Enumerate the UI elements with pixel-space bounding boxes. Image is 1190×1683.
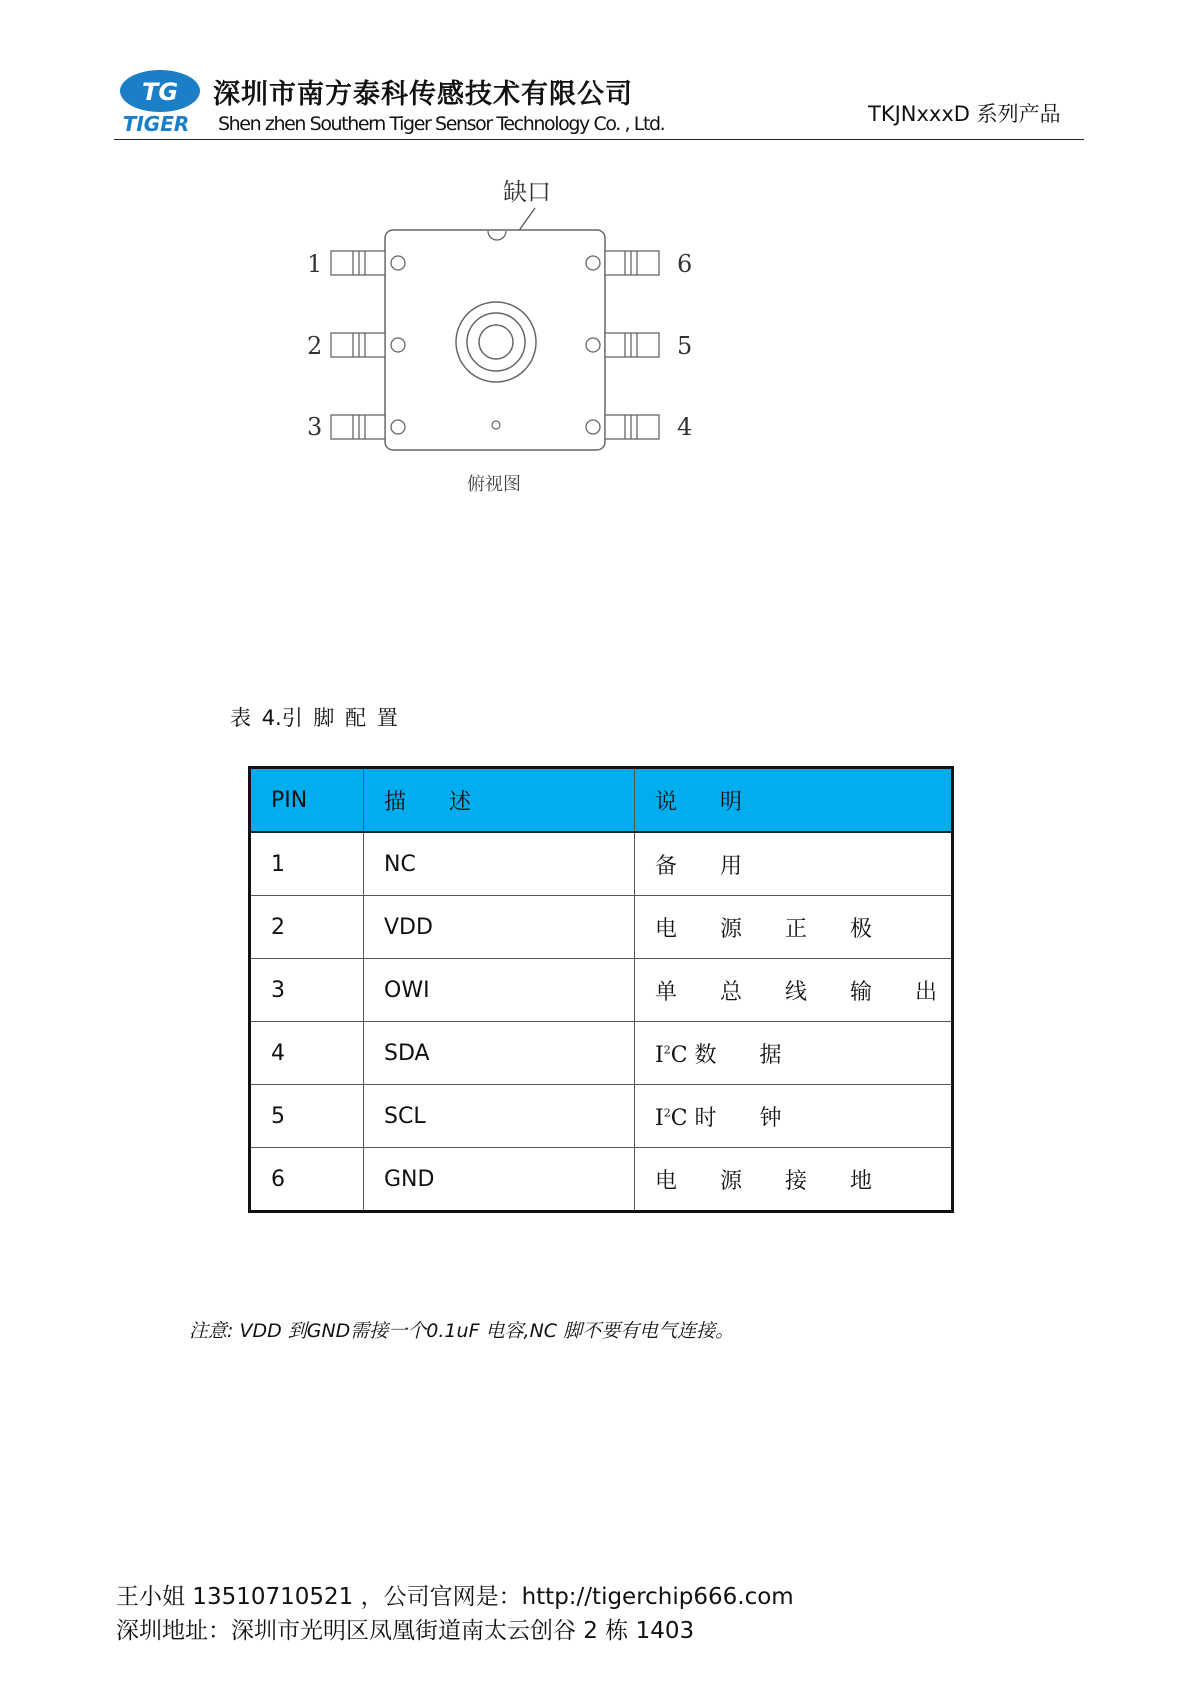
cell-desc xyxy=(635,1022,953,1085)
package-body xyxy=(385,230,605,450)
logo-mark: TG xyxy=(141,78,179,106)
header-pin: PIN xyxy=(250,768,364,833)
product-series: TKJNxxxD 系列产品 xyxy=(868,102,1061,126)
view-label: 俯视图 xyxy=(467,474,521,495)
caption-number: 4.引 xyxy=(261,706,303,730)
header-notes: 说 明 xyxy=(635,768,953,833)
i2c-i: I xyxy=(655,1105,664,1131)
cell-desc: 单 总 线 输 出 xyxy=(635,959,953,1022)
cell-pin: 3 xyxy=(250,959,364,1022)
lead-right-5 xyxy=(605,333,659,357)
cell-name: NC xyxy=(364,832,635,896)
cell-pin: 1 xyxy=(250,832,364,896)
company-logo xyxy=(116,66,202,138)
cell-name: VDD xyxy=(364,896,635,959)
pin-number-5: 5 xyxy=(677,332,693,360)
cell-pin: 2 xyxy=(250,896,364,959)
cell-pin: 4 xyxy=(250,1022,364,1085)
lead-right-4 xyxy=(605,415,659,439)
pin-number-4: 4 xyxy=(677,413,693,441)
notch-leader-line xyxy=(518,208,535,232)
company-name-cn: 深圳市南方泰科传感技术有限公司 xyxy=(213,79,633,110)
cell-name: SDA xyxy=(364,1022,635,1085)
caption-word: 脚 xyxy=(313,706,335,730)
cell-name: GND xyxy=(364,1148,635,1212)
footer-contact: 王小姐 13510710521 ，公司官网是：http://tigerchip666.com xyxy=(116,1584,794,1610)
lead-right-6 xyxy=(605,251,659,275)
footer-address: 深圳地址：深圳市光明区凤凰街道南太云创谷 2 栋 1403 xyxy=(116,1618,695,1644)
cell-desc-text: 时 钟 xyxy=(694,1105,800,1131)
table-caption xyxy=(230,702,402,732)
pin-number-1: 1 xyxy=(307,250,323,278)
caption-word: 置 xyxy=(376,706,398,730)
lead-left-1 xyxy=(331,251,385,275)
i2c-sup: 2 xyxy=(663,1106,671,1120)
cell-pin: 6 xyxy=(250,1148,364,1212)
cell-desc: 备 用 xyxy=(635,832,953,896)
cell-desc-text: 数 据 xyxy=(694,1042,800,1068)
header-description: 描 述 xyxy=(364,768,635,833)
table-row xyxy=(250,1085,953,1148)
cell-desc: 电 源 正 极 xyxy=(635,896,953,959)
cell-name: OWI xyxy=(364,959,635,1022)
pin-number-3: 3 xyxy=(307,413,323,441)
caption-prefix: 表 xyxy=(230,706,251,730)
i2c-sup: 2 xyxy=(663,1043,671,1057)
pin-diagram xyxy=(290,170,710,500)
table-row xyxy=(250,959,953,1022)
pin-number-6: 6 xyxy=(677,250,693,278)
cell-name: SCL xyxy=(364,1085,635,1148)
note-text: 注意: VDD 到GND需接一个0.1uF 电容,NC 脚不要有电气连接。 xyxy=(189,1320,735,1342)
table-header-row xyxy=(250,768,953,833)
i2c-c: C xyxy=(670,1042,688,1068)
logo-word: TIGER xyxy=(122,112,190,136)
i2c-label xyxy=(655,1043,688,1068)
pin-number-2: 2 xyxy=(307,332,323,360)
i2c-label xyxy=(655,1106,688,1131)
notch-label: 缺口 xyxy=(503,178,551,206)
cell-desc xyxy=(635,1085,953,1148)
lead-left-3 xyxy=(331,415,385,439)
pin-config-table xyxy=(248,766,954,1213)
company-name-en: Shen zhen Southern Tiger Sensor Technology Co. , Ltd. xyxy=(218,113,665,135)
cell-pin: 5 xyxy=(250,1085,364,1148)
table-row xyxy=(250,1148,953,1212)
table-row xyxy=(250,896,953,959)
lead-left-2 xyxy=(331,333,385,357)
cell-desc: 电 源 接 地 xyxy=(635,1148,953,1212)
table-row xyxy=(250,832,953,896)
table-row xyxy=(250,1022,953,1085)
header-divider xyxy=(114,139,1084,140)
caption-word: 配 xyxy=(345,706,367,730)
i2c-c: C xyxy=(670,1105,688,1131)
i2c-i: I xyxy=(655,1042,664,1068)
